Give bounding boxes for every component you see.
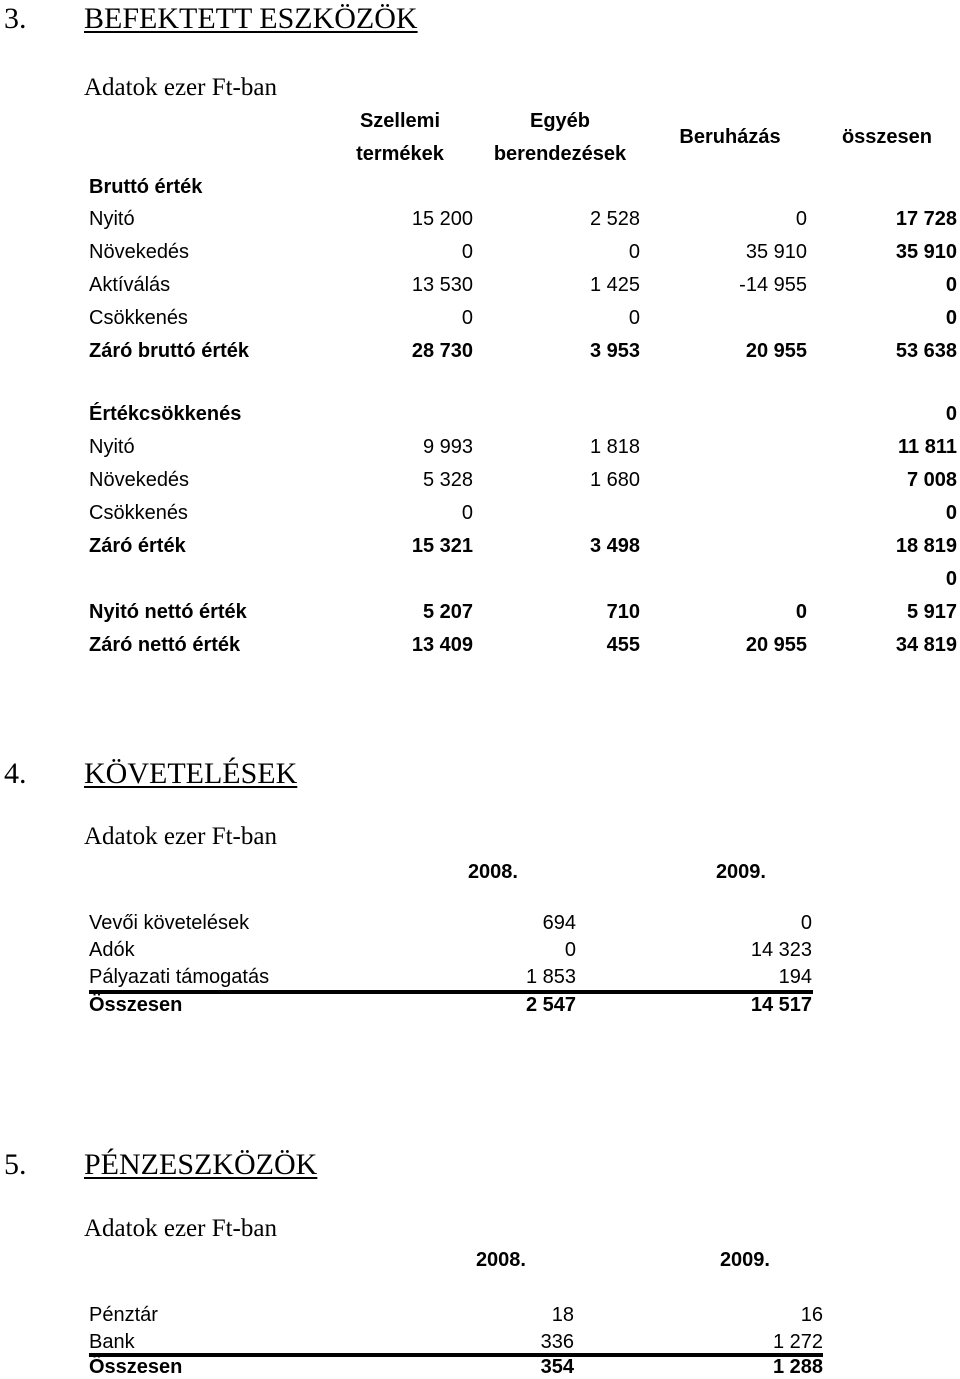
spacer-total: 0	[945, 568, 957, 590]
cell-investment: 20 955	[745, 634, 807, 656]
row-label: Záró érték	[89, 535, 186, 557]
cell-total: 5 917	[906, 601, 957, 623]
cell-2008: 0	[564, 939, 576, 961]
cell-equipment: 3 498	[589, 535, 640, 557]
section-number: 4.	[4, 757, 27, 790]
row-label: Vevői követelések	[89, 912, 250, 934]
cell-2008: 694	[542, 912, 576, 934]
unit-note: Adatok ezer Ft-ban	[84, 823, 277, 850]
row-label: Pályazati támogatás	[89, 966, 270, 988]
section-4-heading	[4, 757, 297, 791]
year-header-2008: 2008.	[467, 861, 518, 883]
total-2009: 14 517	[750, 994, 812, 1016]
row-label: Nyitó nettó érték	[89, 601, 247, 623]
depreciation-group-total: 0	[945, 403, 957, 425]
total-rule	[89, 1353, 823, 1357]
row-label: Záró bruttó érték	[89, 340, 250, 362]
cell-intangible: 5 328	[422, 469, 473, 491]
cell-equipment: 1 425	[589, 274, 640, 296]
cell-intangible: 0	[461, 307, 473, 329]
cell-total: 0	[945, 307, 957, 329]
unit-note: Adatok ezer Ft-ban	[84, 74, 277, 101]
section-5-heading	[4, 1148, 317, 1182]
cell-2009: 14 323	[750, 939, 812, 961]
cell-intangible: 0	[461, 241, 473, 263]
cell-investment: 35 910	[745, 241, 807, 263]
section-3-heading	[4, 2, 418, 36]
row-label: Aktíválás	[89, 274, 171, 296]
cell-2008: 336	[540, 1331, 574, 1353]
cell-2009: 194	[778, 966, 812, 988]
cell-investment: 0	[795, 601, 807, 623]
total-2008: 2 547	[525, 994, 576, 1016]
total-label: Összesen	[89, 1356, 183, 1378]
row-label: Csökkenés	[89, 502, 188, 524]
depreciation-group-label: Értékcsökkenés	[89, 403, 242, 425]
total-rule	[89, 990, 813, 994]
cell-total: 34 819	[895, 634, 957, 656]
total-2009: 1 288	[772, 1356, 823, 1378]
cell-2008: 1 853	[525, 966, 576, 988]
col-header-equipment-line2: berendezések	[493, 143, 627, 165]
cell-equipment: 1 818	[589, 436, 640, 458]
cell-intangible: 9 993	[422, 436, 473, 458]
cell-equipment: 1 680	[589, 469, 640, 491]
col-header-investment: Beruházás	[679, 126, 781, 148]
cell-total: 0	[945, 502, 957, 524]
total-label: Összesen	[89, 994, 183, 1016]
cell-intangible: 28 730	[411, 340, 473, 362]
section-title: BEFEKTETT ESZKÖZÖK	[84, 2, 418, 35]
row-label: Növekedés	[89, 469, 190, 491]
cell-total: 11 811	[898, 436, 957, 458]
year-header-2009: 2009.	[719, 1249, 770, 1271]
col-header-intangible-line2: termékek	[356, 143, 444, 165]
year-header-2008: 2008.	[475, 1249, 526, 1271]
cell-investment: 20 955	[745, 340, 807, 362]
cell-total: 35 910	[895, 241, 957, 263]
cell-equipment: 710	[606, 601, 640, 623]
unit-note: Adatok ezer Ft-ban	[84, 1215, 277, 1242]
row-label: Növekedés	[89, 241, 190, 263]
cell-2009: 16	[800, 1304, 823, 1326]
cell-equipment: 0	[628, 307, 640, 329]
row-label: Pénztár	[89, 1304, 158, 1326]
col-header-intangible-line1: Szellemi	[359, 110, 441, 132]
cell-2009: 0	[800, 912, 812, 934]
col-header-total: összesen	[841, 126, 933, 148]
cell-equipment: 2 528	[589, 208, 640, 230]
cell-investment: -14 955	[739, 274, 807, 296]
cell-equipment: 0	[628, 241, 640, 263]
cell-total: 18 819	[895, 535, 957, 557]
total-2008: 354	[540, 1356, 574, 1378]
cell-investment: 0	[795, 208, 807, 230]
section-number: 3.	[4, 2, 27, 35]
cell-2008: 18	[551, 1304, 574, 1326]
cell-intangible: 13 409	[411, 634, 473, 656]
cell-2009: 1 272	[772, 1331, 823, 1353]
cell-equipment: 455	[606, 634, 640, 656]
cell-intangible: 13 530	[411, 274, 473, 296]
cell-intangible: 5 207	[422, 601, 473, 623]
section-title: PÉNZESZKÖZÖK	[84, 1148, 318, 1181]
gross-value-group-label: Bruttó érték	[89, 176, 203, 198]
row-label: Bank	[89, 1331, 135, 1353]
row-label: Csökkenés	[89, 307, 188, 329]
cell-intangible: 15 321	[411, 535, 473, 557]
col-header-equipment-line1: Egyéb	[529, 110, 591, 132]
cell-equipment: 3 953	[589, 340, 640, 362]
cell-total: 17 728	[895, 208, 957, 230]
section-title: KÖVETELÉSEK	[84, 757, 298, 790]
cell-total: 53 638	[895, 340, 957, 362]
cell-intangible: 15 200	[411, 208, 473, 230]
cell-total: 0	[945, 274, 957, 296]
row-label: Nyitó	[89, 436, 135, 458]
section-number: 5.	[4, 1148, 27, 1181]
year-header-2009: 2009.	[715, 861, 766, 883]
cell-total: 7 008	[906, 469, 957, 491]
row-label: Adók	[89, 939, 135, 961]
cell-intangible: 0	[461, 502, 473, 524]
row-label: Nyitó	[89, 208, 135, 230]
row-label: Záró nettó érték	[89, 634, 241, 656]
